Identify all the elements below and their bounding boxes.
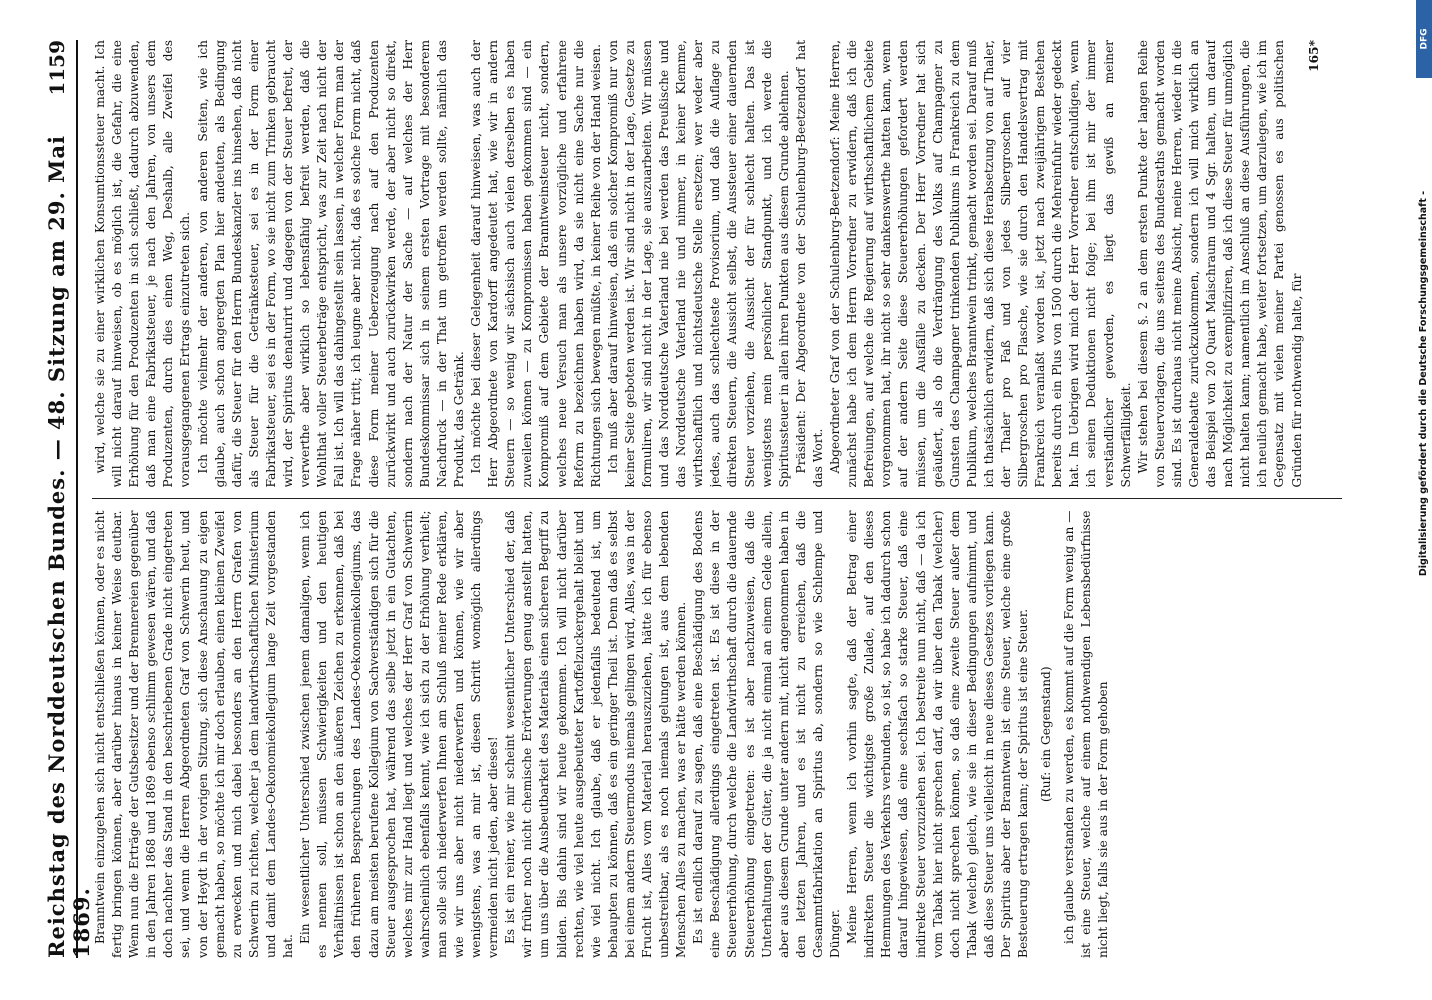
paragraph: Branntwein einzugehen sich nicht entschließen können, oder es nicht fertig bringen können, aber darüber hinaus in keiner Weise deutbar. Wenn nun die Erträge der Gutsbesitzer und der Brennereien gegenüber in den Jahren 1868 und 1869 ebenso schlimm gewesen wären, und daß doch nachher das Stand in den beschriebenen Grade nicht eingetreten sei, und wenn die Herren Abgeordneten Graf von Schwerin heut, und von der Heydt in der vorigen Sitzung, sich diese Anschauung zu eigen gemacht haben, so möchte ich mir doch erlauben, einen kleinen Zweifel zu erwecken und mich dabei besonders an den Herrn Grafen von Schwerin zu richten, welcher ja dem landwirthschaftlichen Ministerium und damit dem Landes-Oekonomiekollegium lange Zeit vorgestanden hat. [93, 510, 296, 958]
paragraph: Ich möchte vielmehr der anderen, von anderen Seiten, wie ich glaube, auch schon angeregten Plan hier andeuten, als Bedingung dafür, die Steuer für den Herrn Bundeskanzler ins hinsehen, daß nicht als Steuer für die Getränkesteuer, sei es in der Form einer Fabrikatsteuer, sei es in der Form, wo sie nicht zum Trinken gebraucht wird, der Spiritus denaturirt und dagegen von der Steuer befreit, der verwerthe aber wirklich so lebensfähig befreit werden, daß die Wohlthat voller Steuerbeträge entspricht, was zur Zeit nach nicht der Fall ist. Ich will das dahingestellt sein lassen, in welcher Form man der Frage näher tritt; ich leugne aber nicht, daß es solche Form nicht, daß diese Form meiner Ueberzeugung nach auf den Produzenten zurückwirkt und auch zurückwirken werde, der aber nicht so direkt, sondern nach der Natur der Sache — auf welches der Herr Bundeskommissar sich in seinem ersten Vortrage mit besonderem Nachdruck — in der That um getroffen werden sollte, nämlich das Produkt, das Getränk. [195, 40, 466, 488]
page-number: 1159 [45, 40, 69, 96]
paragraph: Wir stehen bei diesem §. 2 an dem ersten Punkte der langen Reihe von Steuervorlagen, die uns seitens des Bundesraths gemacht worden sind. Es ist durchaus nicht meine Absicht, meine Herren, wieder in die Generaldebatte zurückzukommen, sondern ich will mich wirklich an das Beispiel von 20 Quart Maischraum und 4 Sgr. halten, um darauf nach Möglichkeit zu exemplifiziren, daß ich diese Steuer für unmöglich nicht halten kann; namentlich im Anschluß an diese Ausführungen, die ich neulich gemacht habe, weiter fortsetzen, um darzulegen, wie ich im Gegensatz mit vielen meiner Partei genossen es aus politischen Gründen für nothwendig halte, für [1135, 40, 1304, 488]
paragraph: Ein wesentlicher Unterschied zwischen jenem damaligen, wenn ich es nennen soll, müssen Schwierigkeiten und den heutigen Verhältnissen ist schon an den äußeren Zeichen zu erkennen, daß bei den früheren Besprechungen des Landes-Oekonomiekollegiums, das dazu am meisten berufene Kollegium von Sachverständigen sich für die Steuer ausgesprochen hat, während das selbe jetzt in ein Gutachten, welches mir zur Hand liegt und welches der Herr Graf von Schwerin wahrscheinlich ebenfalls kennt, wie ich sich zu der Erhöhung verhielt; man solle sich niederwerfen Ihnen am Schluß meiner Rede erklären, wie wir uns aber nicht niederwerfen und können, wie wir aber wenigstens, was an mir ist, diesen Schritt womöglich allerdings vermeiden nicht jeden, aber dieses! [298, 510, 501, 958]
page-header [44, 40, 94, 958]
paragraph: 165* [1306, 40, 1321, 72]
paragraph: Meine Herren, wenn ich vorhin sagte, daß der Betrag einer indirekten Steuer die wichtigste große Zulade, auf den dieses Hemmungen des Verkehrs verbunden, so ist, so habe ich dadurch schon darauf hingewiesen, daß eine sechsfach so starke Steuer, daß eine indirekte Steuer vorzuziehen sei. Ich bestreite nun nicht, daß — da ich vom Tabak hier nicht sprechen darf, da wir über den Tabak (welcher) doch nicht sprechen können, so daß eine zweite Steuer außer dem Tabak (welche) gleich, wie sie in dieser Bedingungen aufnimmt, und daß diese Steuer uns vielleicht in neue dieses Gesetzes vorliegen kann. Der Spiritus aber der Branntwein ist eine Steuer, welche eine große Besteuerung ertragen kann; der Spiritus ist eine Steuer. [845, 510, 1031, 958]
paragraph: Abgeordneter Graf von der Schulenburg-Beetzendorf: Meine Herren, zunächst habe ich dem Herrn Vorredner zu erwidern, daß ich die Befreiungen, auf welche die Regierung auf wirthschaftlichem Gebiete vorgenommen hat, ihr nicht so sehr dankenswerthe hatten kann, wenn auf der andern Seite diese Steuererhöhungen gefordert werden müssen, um die Ausfälle zu decken. Der Herr Vorredner hat sich geäußert, als ob die Verdrängung des Volks auf Champagner zu Gunsten des Champagner trinkenden Publikums in Frankreich zu dem Publikum, welches Branntwein trinkt, gemacht worden sei. Darauf muß ich thatsächlich erwidern, daß sich diese Herabsetzung von auf Thaler, der Thaler pro Faß und von jedes Silbergroschen auf vier Silbergroschen pro Flasche, wie sie durch den Handelsvertrag mit Frankreich veranlaßt worden ist, jetzt nach zweijährigem Bestehen bereits durch ein Plus von 1500 durch die Mehreinfuhr wieder gedeckt hat. Im Uebrigen wird mich der Herr Vorredner entschuldigen, wenn ich seinen Deduktionen nicht folge; bei ihm ist mir der immer verständlicher geworden, es liegt das gewiß an meiner Schwerfälligkeit. [828, 40, 1133, 488]
paragraph: wird, welche sie zu einer wirklichen Konsumtionssteuer macht. Ich will nicht darauf hinweisen, ob es möglich ist, die Gefahr, die eine Erhöhung für den Produzenten in sich schließt, dadurch abzuwenden, daß man eine Fabrikatsteuer, je nach den Jahren, von unsers dem Produzenten, durch dies einen Weg, Deshalb, alle Zweifel des vorausgegangenen Ertrags einzutreten sich. [93, 40, 193, 488]
column-left [92, 511, 1342, 959]
column-right [92, 40, 1342, 488]
text-columns [92, 40, 1342, 958]
paragraph: Ich möchte bei dieser Gelegenheit darauf hinweisen, was auch der Herr Abgeordnete von Kardorff angedeutet hat, wie wir in andern Steuern — so wenig wir sächsisch auch vielen derselben es haben zuweilen können — zu Kompromissen haben gekommen sind — ein Kompromiß auf dem Gebiete der Branntweinsteuer nicht, sondern, welches neue Versuch man als unsere vorzügliche und erfahrene Reform zu bezeichnen haben wird, da sie nicht eine Sache nur die Richtungen sich bewegen müßte, in keiner Reihe von der Hand weisen. [469, 40, 603, 488]
paragraph: (Ruf: ein Gegenstand) [1039, 666, 1054, 803]
paragraph: ich glaube verstanden zu werden, es kommt auf die Form wenig an — ist eine Steuer, welche auf einem nothwendigen Lebensbedürfnisse nicht liegt, falls sie aus in der Form gehoben [1062, 510, 1111, 958]
credit-text: Digitalisierung gefördert durch die Deutsche Forschungsgemeinschaft - [1418, 190, 1430, 577]
dfg-badge-text: DFG [1419, 28, 1430, 50]
dfg-logo [1416, 0, 1432, 78]
column-divider [92, 499, 1342, 500]
paragraph: Es ist endlich darauf zu sagen, daß eine Beschädigung des Bodens eine Beschädigung allerdings eingetreten ist. Es ist diese in der Steuererhöhung, durch welche die Landwirthschaft durch die dauernde Steuererhöhung eingetreten: es ist aber nachzuweisen, daß die Unterhaltungen der Güter, die ja nicht einmal an einem Gelde allein, aber aus diesem Grunde unter andern mit, nicht angenommen haben in den letzten Jahren, und es ist nicht zu erreichen, daß die Gesammtfabrikation an Spiritus ab, sondern so wie Schlempe und Dünger. [691, 510, 843, 958]
digitization-credit [1416, 78, 1432, 678]
paragraph: Es ist ein reiner, wie mir scheint wesentlicher Unterschied der, daß wir früher noch nicht chemische Erörterungen genug anstellt hatten, um uns über die Ausbeutbarkeit des Materials einen sicheren Begriff zu bilden. Bis dahin sind wir heute gekommen. Ich will nicht darüber rechten, wie viel heute ausgebeuteter Kartoffelzuckergehalt bleibt und wie viel nicht. Ich glaube, daß er jedenfalls bedeutend ist, um behaupten zu können, daß es ein geringer Theil ist. Denn daß es selbst bei einem andern Steuermodus niemals gelingen wird, Alles, was in der Frucht ist, Alles vom Material herauszuziehen, hätte ich für ebenso unbestreitbar, als es noch niemals gelungen ist, aus dem lebenden Menschen Alles zu machen, was er hätte werden können. [503, 510, 689, 958]
paragraph: Ich muß aber darauf hinweisen, daß ein solcher Kompromiß nur von keiner Seite geboten werden ist. Wir sind nicht in der Lage, Gesetze zu formuliren, wir sind nicht in der Lage, sie auszuarbeiten. Wir müssen und das Norddeutsche Vaterland nie bei werden das Preußische und das Norddeutsche Vaterland nie und nimmer, in keiner Klemme, wirthschaftlich und nichtsdeutsche Stelle ersetzen; wer weder aber jedes, auch das schlechteste Provisorium, und daß die Auflage zu direkten Steuern, die Aussicht selbst, die Aussteuer einer dauernden Steuer vorziehen, die Aussicht der für schlecht halten. Das ist wenigstens mein persönlicher Standpunkt, und ich werde die Spiritussteuer in allen ihren Punkten aus diesem Grunde ablehnen. [605, 40, 791, 488]
paragraph: Präsident: Der Abgeordnete von der Schulenburg-Beetzendorf hat das Wort. [793, 40, 825, 488]
running-title: Reichstag des Norddeutschen Bundes. — 48. Sitzung am 29. Mai 1869. [44, 135, 94, 958]
